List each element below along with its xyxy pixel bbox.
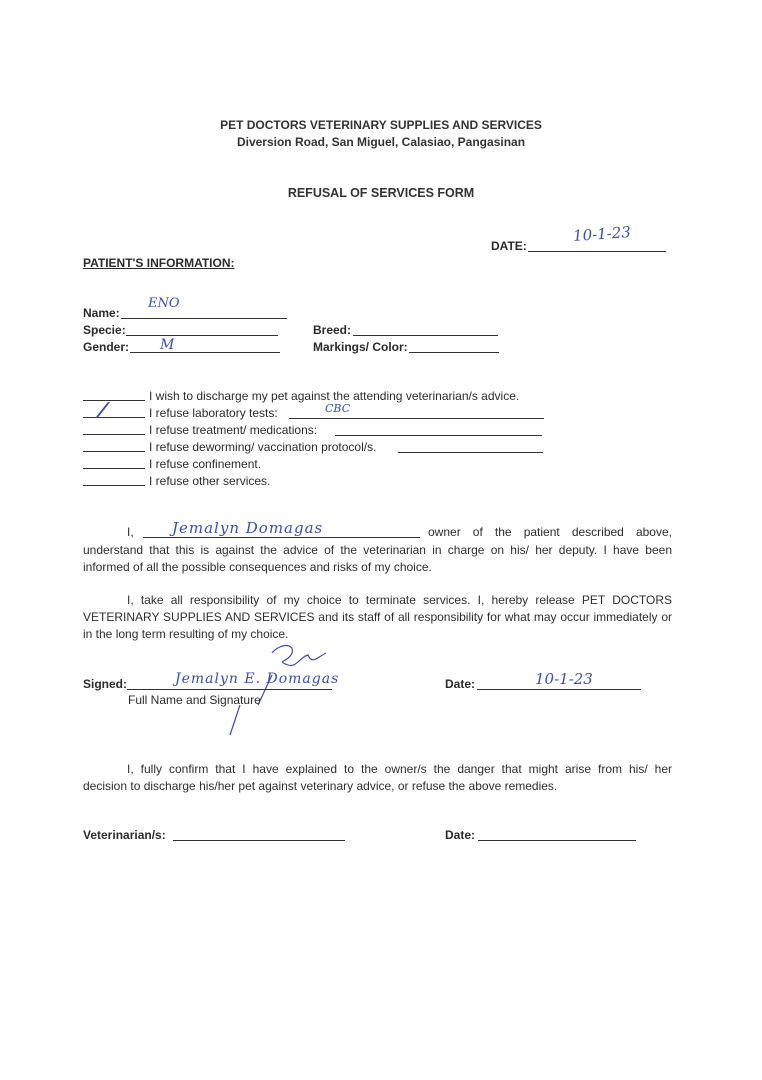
company-name: PET DOCTORS VETERINARY SUPPLIES AND SERVICES (220, 118, 542, 132)
owner-name-line (143, 537, 420, 538)
option-text: I refuse deworming/ vaccination protocol/s. (149, 440, 377, 454)
signed-date-line (477, 689, 641, 690)
lab-tests-line (289, 418, 544, 419)
option-check-line[interactable] (83, 400, 145, 401)
signed-date-value[interactable]: 10-1-23 (535, 670, 593, 688)
option-text: I refuse other services. (149, 474, 271, 488)
breed-label: Breed: (313, 323, 352, 337)
option-check-line[interactable] (83, 451, 145, 452)
markings-label: Markings/ Color: (313, 340, 408, 354)
owner-line-3: informed of all the possible consequences and risks of my choice. (83, 560, 432, 574)
veterinarian-date-label: Date: (445, 828, 476, 842)
veterinarian-label: Veterinarian/s: (83, 828, 166, 842)
option-text: I refuse laboratory tests: (149, 406, 278, 420)
specie-label: Specie: (83, 323, 126, 337)
patient-section-title: PATIENT'S INFORMATION: (83, 256, 235, 270)
confirmation-line-2: decision to discharge his/her pet against veterinary advice, or refuse the above remedies. (83, 779, 558, 793)
name-label: Name: (83, 306, 120, 320)
signed-line (127, 689, 332, 690)
veterinarian-line (173, 840, 345, 841)
owner-line-2: understand that this is against the advice of the veterinarian in charge on his/ her deputy. I have been (83, 543, 672, 557)
option-text: I refuse confinement. (149, 457, 262, 471)
responsibility-line-1: I, take all responsibility of my choice to terminate services. I, hereby release PET DOCTORS (127, 593, 672, 607)
signed-date-label: Date: (445, 677, 476, 691)
specie-line (126, 335, 278, 336)
markings-line (409, 352, 499, 353)
medications-line (335, 435, 542, 436)
owner-suffix: owner of the patient described above, (428, 525, 672, 539)
option-mark: / (95, 399, 111, 420)
deworming-line (398, 452, 543, 453)
option-check-line[interactable] (83, 468, 145, 469)
owner-name-value[interactable]: Jemalyn Domagas (172, 519, 324, 537)
date-label: DATE: (491, 239, 527, 253)
date-value[interactable]: 10-1-23 (572, 223, 632, 245)
option-check-line[interactable] (83, 485, 145, 486)
signature-scribble (200, 635, 380, 745)
option-check-line[interactable] (83, 434, 145, 435)
responsibility-line-3: in the long term resulting of my choice. (83, 627, 289, 641)
gender-label: Gender: (83, 340, 130, 354)
breed-line (353, 335, 498, 336)
name-line (121, 318, 287, 319)
option-text: I refuse treatment/ medications: (149, 423, 318, 437)
company-address: Diversion Road, San Miguel, Calasiao, Pangasinan (236, 135, 526, 149)
gender-line (130, 352, 280, 353)
date-line (528, 251, 666, 252)
veterinarian-date-line (478, 840, 636, 841)
lab-tests-value[interactable]: CBC (325, 402, 351, 415)
signed-label: Signed: (83, 677, 127, 691)
owner-prefix: I, (127, 525, 134, 539)
signed-value[interactable]: Jemalyn E. Domagas (175, 671, 340, 687)
option-check-line[interactable] (83, 417, 145, 418)
option-text: I wish to discharge my pet against the attending veterinarian/s advice. (149, 389, 520, 403)
confirmation-line-1: I, fully confirm that I have explained to the owner/s the danger that might arise from his/ her (127, 762, 672, 776)
signature-caption: Full Name and Signature (128, 693, 261, 707)
gender-value[interactable]: M (160, 337, 175, 353)
name-value[interactable]: ENO (148, 296, 180, 311)
responsibility-line-2: VETERINARY SUPPLIES AND SERVICES and its staff of all responsibility for what may occur immediately or (83, 610, 672, 624)
form-title: REFUSAL OF SERVICES FORM (287, 186, 475, 200)
